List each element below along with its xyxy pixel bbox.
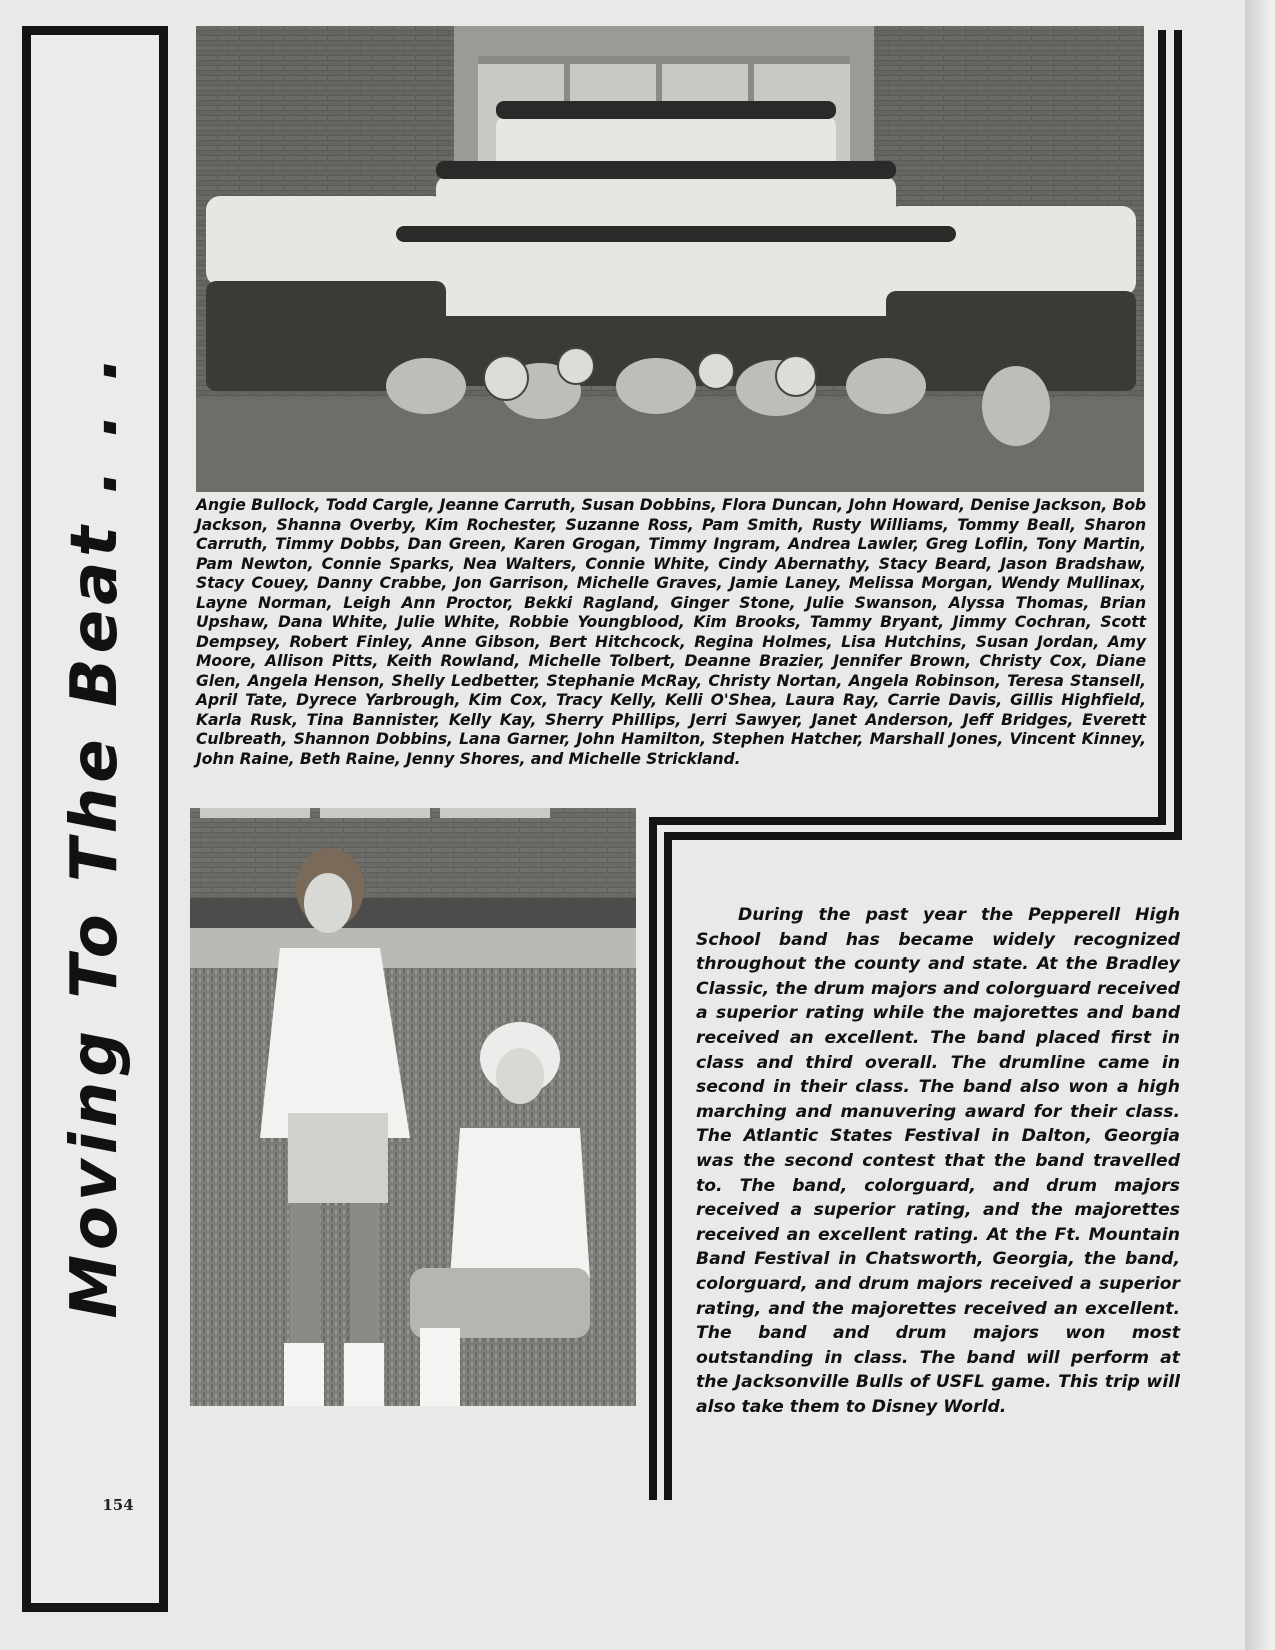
page-number: 154 <box>102 1496 134 1514</box>
band-group-photo <box>196 26 1144 492</box>
title-sidebar <box>22 26 168 1612</box>
frame-line <box>664 832 1182 840</box>
facing-page-edge <box>1245 0 1275 1650</box>
frame-line <box>649 817 657 1500</box>
story-text: During the past year the Pepperell High School band has became widely recognized throughout the county and state. At the Bradley Classic, the drum majors and colorguard received a superior rating while the majorettes and band received an excellent. The band placed first in class and third overall. The drumline came in second in their class. The band also won a high marching and manuvering award for their class. The Atlantic States Festival in Dalton, Georgia was the second contest that the band travelled to. The band, colorguard, and drum majors received a superior rating, and the majorettes received an excellent rating. At the Ft. Mountain Band Festival in Chatsworth, Georgia, the band, colorguard, and drum majors received a superior rating, and the majorettes received an excellent. The band and drum majors won most outstanding in class. The band will perform at the Jacksonville Bulls of USFL game. This trip will also take them to Disney World. <box>696 905 1180 1417</box>
page-title: Moving To The Beat . . . <box>58 351 132 1319</box>
drum-majors-photo <box>190 808 636 1406</box>
names-caption: Angie Bullock, Todd Cargle, Jeanne Carruth, Susan Dobbins, Flora Duncan, John Howard, Denise Jackson, Bob Jackson, Shanna Overby, Kim Rochester, Suzanne Ross, Pam Smith, Rusty Williams, Tommy Beall, Sharon Carruth, Timmy Dobbs, Dan Green, Karen Grogan, Timmy Ingram, Andrea Lawler, Greg Loflin, Tony Martin, Pam Newton, Connie Sparks, Nea Walters, Connie White, Cindy Abernathy, Stacy Beard, Jason Bradshaw, Stacy Couey, Danny Crabbe, Jon Garrison, Michelle Graves, Jamie Laney, Melissa Morgan, Wendy Mullinax, Layne Norman, Leigh Ann Proctor, Bekki Ragland, Ginger Stone, Julie Swanson, Alyssa Thomas, Brian Upshaw, Dana White, Julie White, Robbie Youngblood, Kim Brooks, Tammy Bryant, Jimmy Cochran, Scott Dempsey, Robert Finley, Anne Gibson, Bert Hitchcock, Regina Holmes, Lisa Hutchins, Susan Jordan, Amy Moore, Allison Pitts, Keith Rowland, Michelle Tolbert, Deanne Brazier, Jennifer Brown, Christy Cox, Diane Glen, Angela Henson, Shelly Ledbetter, Stephanie McRay, Christy Nortan, Angela Robinson, Teresa Stansell, April Tate, Dyrece Yarbrough, Kim Cox, Tracy Kelly, Kelli O'Shea, Laura Ray, Carrie Davis, Gillis Highfield, Karla Rusk, Tina Bannister, Kelly Kay, Sherry Phillips, Jerri Sawyer, Janet Anderson, Jeff Bridges, Everett Culbreath, Shannon Dobbins, Lana Garner, John Hamilton, Stephen Hatcher, Marshall Jones, Vincent Kinney, John Raine, Beth Raine, Jenny Shores, and Michelle Strickland. <box>196 496 1146 768</box>
frame-line <box>1174 30 1182 840</box>
frame-line <box>1158 30 1166 825</box>
frame-line <box>649 817 1166 825</box>
frame-line <box>664 832 672 1500</box>
